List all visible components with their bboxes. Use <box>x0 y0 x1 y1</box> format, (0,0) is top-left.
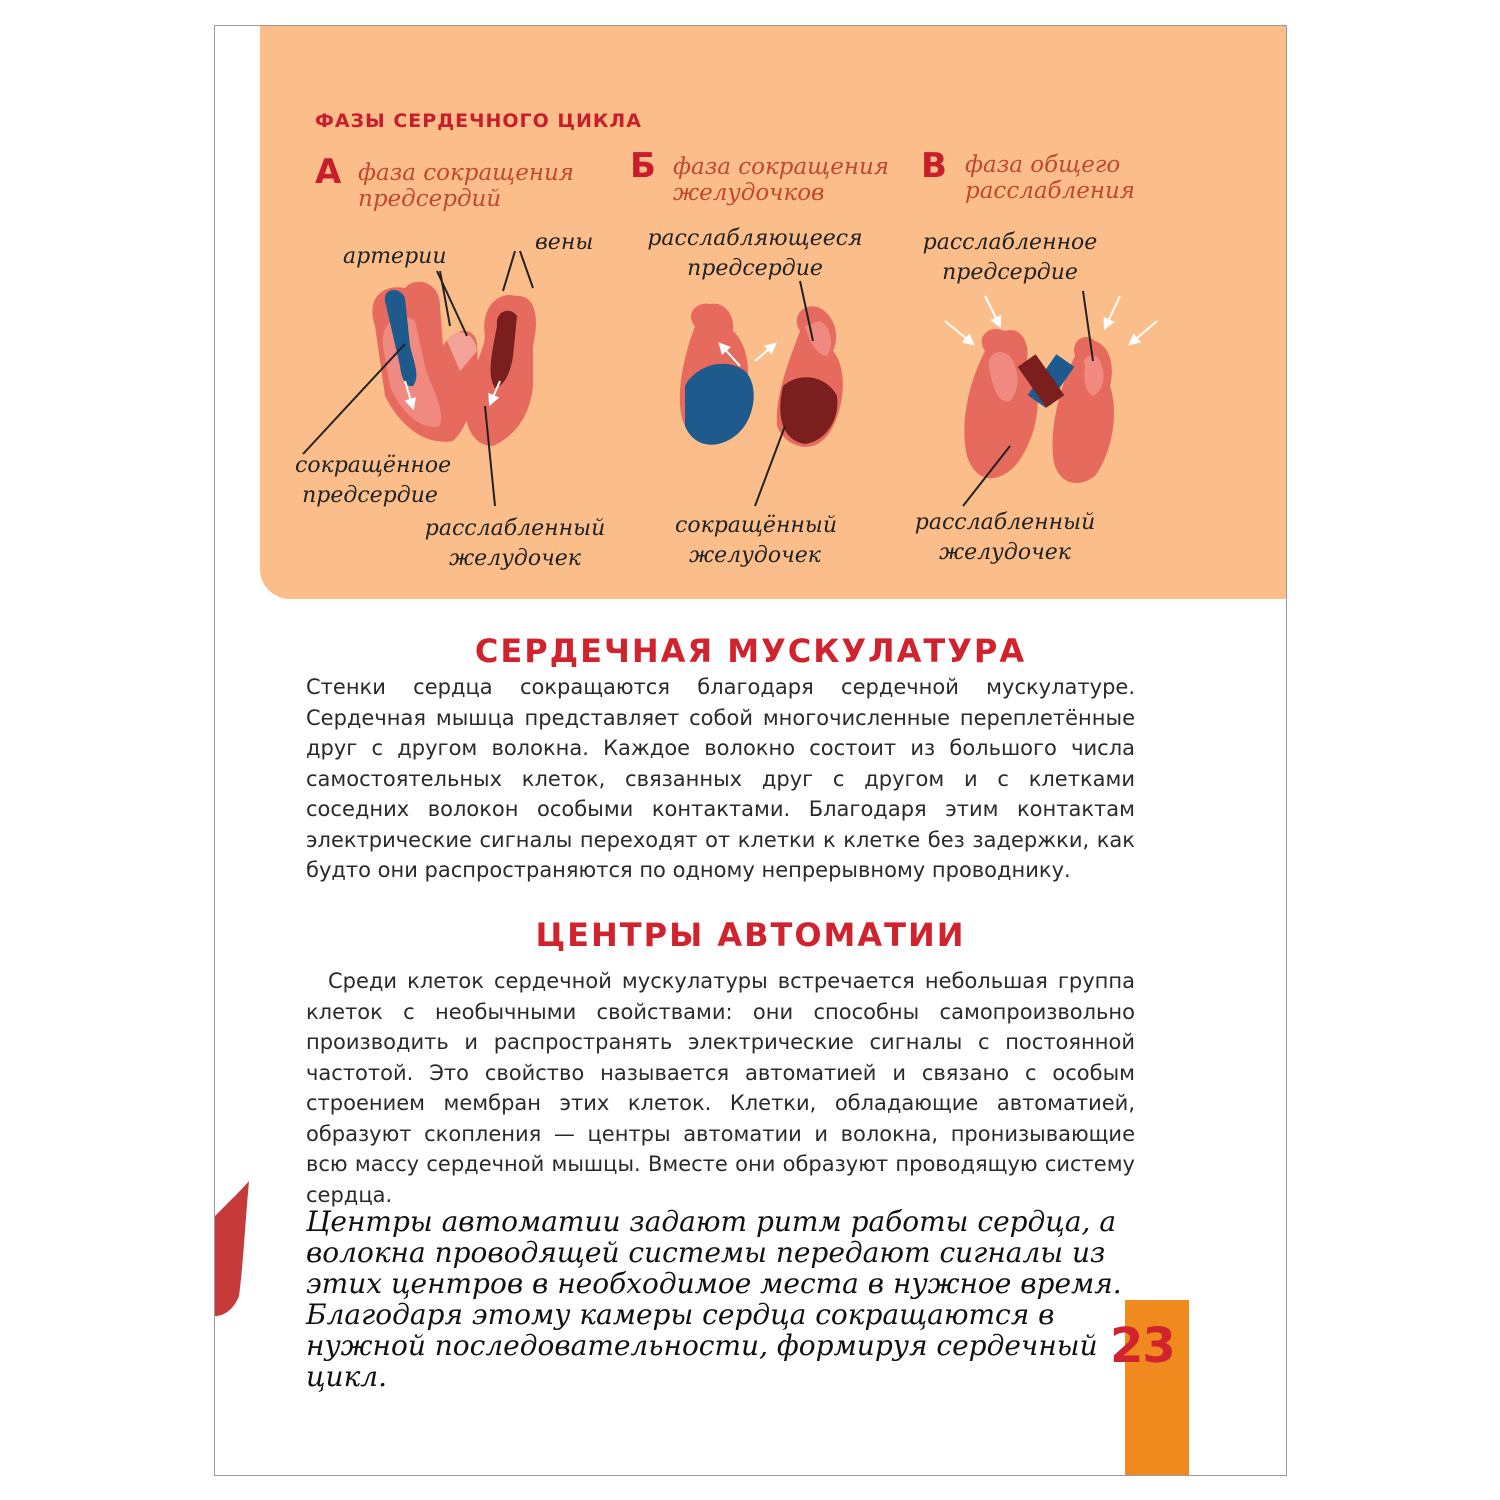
label-veins: вены <box>535 230 594 255</box>
label-relaxed-ventricle-a: расслабленный желудочек <box>424 516 606 571</box>
label-contracted-atrium: сокращённое предсердие <box>295 453 452 508</box>
diagram-title: ФАЗЫ СЕРДЕЧНОГО ЦИКЛА <box>315 110 642 132</box>
phase-a-name: фаза сокращения предсердий <box>358 160 575 212</box>
phase-b-letter: Б <box>630 146 656 186</box>
phase-v-name: фаза общего расслабления <box>965 152 1136 204</box>
label-relaxing-atrium: расслабляющееся предсердие <box>647 226 863 281</box>
handwritten-note: Центры автоматии задают ритм работы сердца, а волокна проводящей системы передают сигналы из этих центров в необходимое места в нужное время. Благодаря этому камеры сердца сокращаются в нужной последовательности, формируя сердечный цикл. <box>306 1205 1122 1393</box>
page-number: 23 <box>1110 1318 1175 1374</box>
section-text-muscle: Стенки сердца сокращаются благодаря сердечной мускулатуре. Сердечная мышца представляет собой многочисленные переплетённые друг с другом волокна. Каждое волокно состоит из большого числа самостоятельных клеток, связанных друг с другом и с клетками соседних волокон особыми контактами. Благодаря этим контактам электрические сигналы переходят от клетки к клетке без задержки, как будто они распространяются по одному непрерывному проводнику. <box>306 675 1135 882</box>
phase-a-letter: А <box>315 152 342 192</box>
section-title-automaticity: ЦЕНТРЫ АВТОМАТИИ <box>535 916 966 954</box>
label-arteries: артерии <box>343 244 447 269</box>
book-page <box>214 25 1287 1476</box>
section-title-muscle: СЕРДЕЧНАЯ МУСКУЛАТУРА <box>474 632 1027 670</box>
phase-v-letter: В <box>921 146 947 186</box>
label-relaxed-atrium: расслабленное предсердие <box>922 230 1098 285</box>
phase-b-name: фаза сокращения желудочков <box>673 154 890 206</box>
label-relaxed-ventricle-c: расслабленный желудочек <box>914 510 1096 565</box>
label-contracted-ventricle: сокращённый желудочек <box>675 513 838 568</box>
section-text-automaticity: Среди клеток сердечной мускулатуры встречается небольшая группа клеток с необычными свойствами: они способны самопроизвольно производить и распространять электрические сигналы с постоянной частотой. Это свойство называется автоматией и связано с особым строением мембран этих клеток. Клетки, обладающие автоматией, образуют скопления — центры автоматии и волокна, пронизывающие всю массу сердечной мышцы. Вместе они образуют проводящую систему сердца. <box>306 969 1135 1207</box>
heart-c <box>945 296 1157 483</box>
heart-b <box>680 304 843 447</box>
